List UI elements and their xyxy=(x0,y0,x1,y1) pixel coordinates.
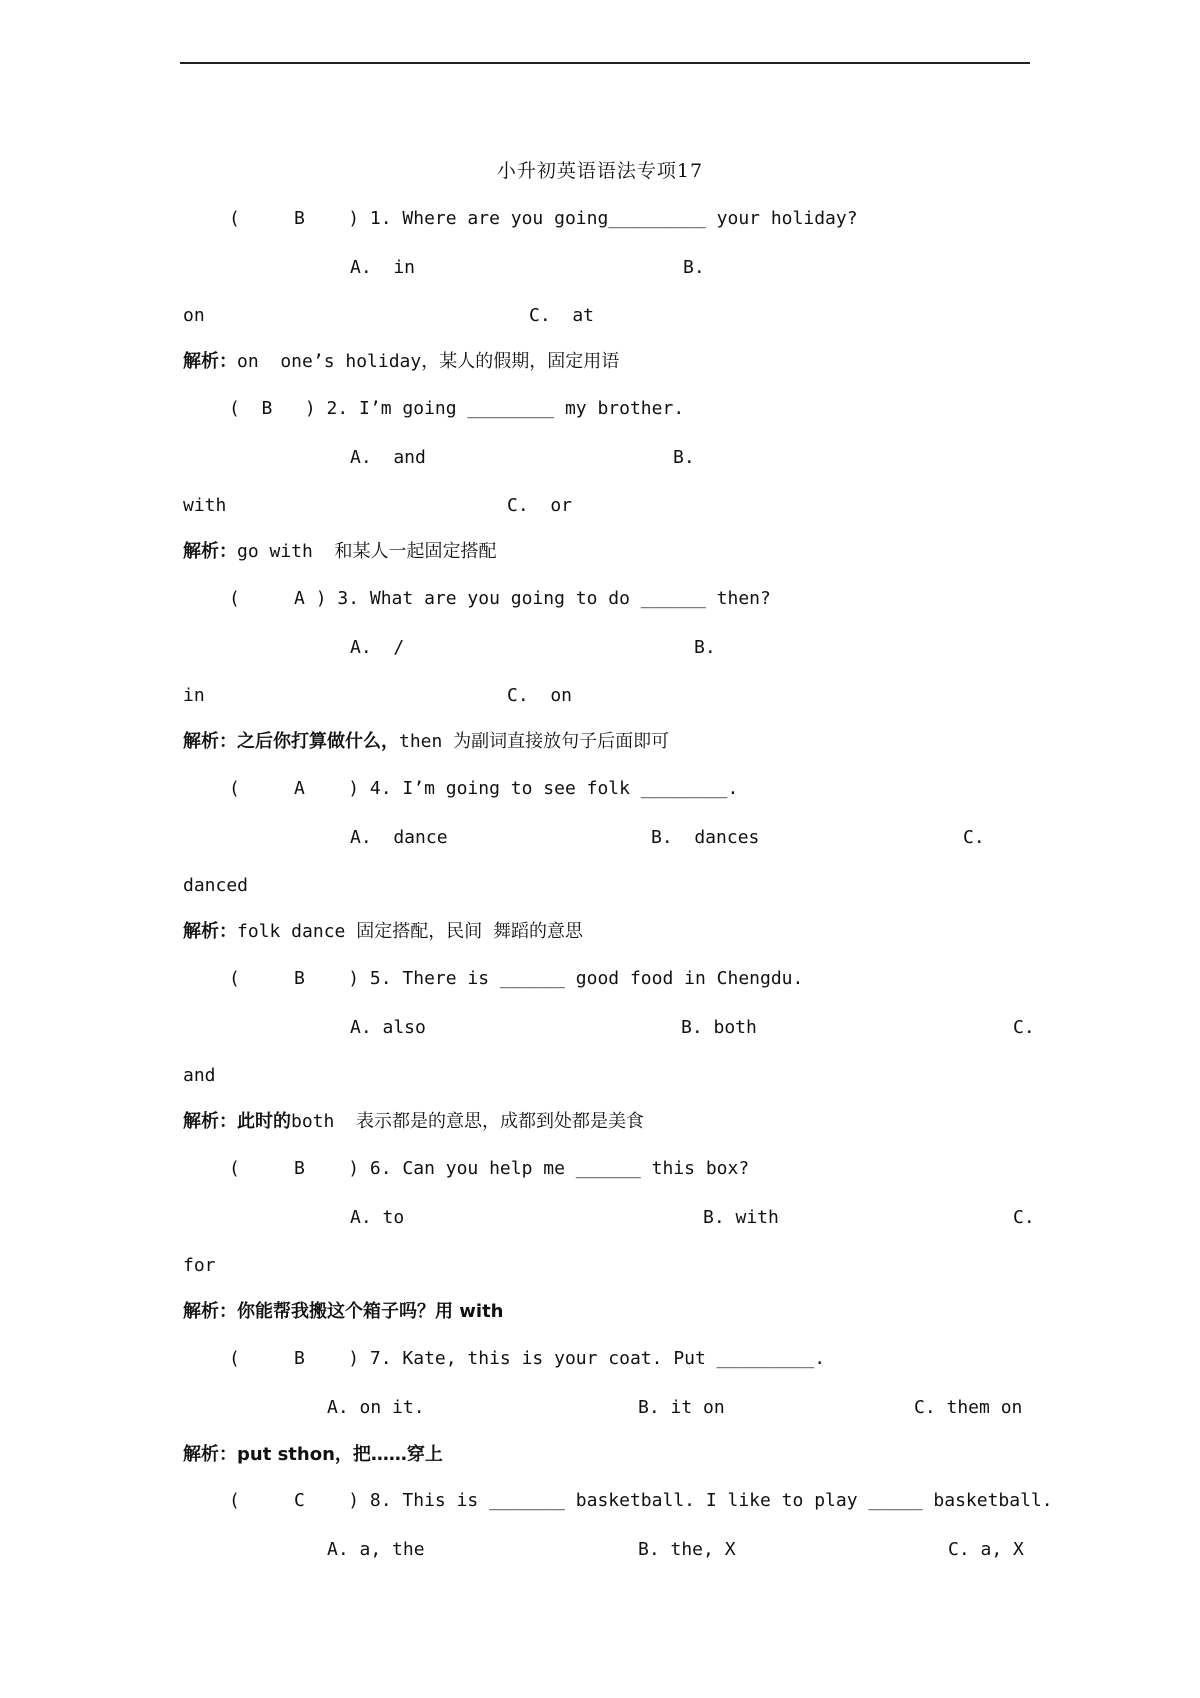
question-2-analysis xyxy=(183,542,497,561)
question-8-option-b: B. the, X xyxy=(638,1539,736,1560)
question-6-option-c: C. xyxy=(1013,1207,1035,1228)
question-7-analysis xyxy=(183,1445,443,1464)
question-2-option-b: B. xyxy=(673,447,695,468)
question-7-option-c: C. them on xyxy=(914,1397,1023,1418)
question-1-stem: ( B ) 1. Where are you going_________ your holiday? xyxy=(229,208,858,229)
question-4-option-c: C. xyxy=(963,827,985,848)
question-5-stem: ( B ) 5. There is ______ good food in Chengdu. xyxy=(229,968,804,989)
question-1-option-b: B. xyxy=(683,257,705,278)
question-1-analysis xyxy=(183,352,619,371)
question-2-stem: ( B ) 2. I’m going ________ my brother. xyxy=(229,398,685,419)
question-2-option-a: A. and xyxy=(350,447,426,468)
question-1-option-b-text: on xyxy=(183,305,205,326)
analysis-label: 解析： xyxy=(183,921,237,942)
analysis-text: go with 和某人一起固定搭配 xyxy=(237,541,497,562)
analysis-label: 解析： xyxy=(183,1444,237,1465)
question-3-stem: ( A ) 3. What are you going to do ______ then? xyxy=(229,588,771,609)
analysis-label: 解析： xyxy=(183,1301,237,1322)
analysis-label: 解析： xyxy=(183,731,237,752)
question-7-option-b: B. it on xyxy=(638,1397,725,1418)
question-1-option-a: A. in xyxy=(350,257,416,278)
question-5-analysis xyxy=(183,1112,644,1131)
question-2-option-b-text: with xyxy=(183,495,227,516)
analysis-label: 解析： xyxy=(183,351,237,372)
question-4-option-c-text: danced xyxy=(183,875,249,896)
question-5-option-a: A. also xyxy=(350,1017,426,1038)
question-6-option-a: A. to xyxy=(350,1207,405,1228)
analysis-label: 解析： xyxy=(183,1111,237,1132)
question-3-option-a: A. / xyxy=(350,637,405,658)
question-6-option-b: B. with xyxy=(703,1207,779,1228)
question-6-stem: ( B ) 6. Can you help me ______ this box? xyxy=(229,1158,750,1179)
question-6-option-c-text: for xyxy=(183,1255,216,1276)
question-2-option-c: C. or xyxy=(507,495,573,516)
question-8-option-c: C. a, X xyxy=(948,1539,1024,1560)
question-8-stem: ( C ) 8. This is _______ basketball. I like to play _____ basketball. xyxy=(229,1490,1053,1511)
analysis-text: folk dance 固定搭配，民间 舞蹈的意思 xyxy=(237,921,584,942)
question-4-option-b: B. dances xyxy=(651,827,760,848)
analysis-text: on one’s holiday，某人的假期，固定用语 xyxy=(237,351,620,372)
question-4-option-a: A. dance xyxy=(350,827,448,848)
analysis-label: 解析： xyxy=(183,541,237,562)
analysis-text: both 表示都是的意思，成都到处都是美食 xyxy=(291,1111,645,1132)
question-7-option-a: A. on it. xyxy=(327,1397,425,1418)
analysis-text: then 为副词直接放句子后面即可 xyxy=(399,731,670,752)
header-rule xyxy=(180,62,1030,64)
question-8-option-a: A. a, the xyxy=(327,1539,425,1560)
question-5-option-c: C. xyxy=(1013,1017,1035,1038)
question-3-analysis xyxy=(183,732,669,751)
analysis-bold-text: 之后你打算做什么， xyxy=(237,731,399,752)
question-7-stem: ( B ) 7. Kate, this is your coat. Put _________. xyxy=(229,1348,826,1369)
question-4-analysis xyxy=(183,922,583,941)
question-4-stem: ( A ) 4. I’m going to see folk ________. xyxy=(229,778,739,799)
question-5-option-c-text: and xyxy=(183,1065,216,1086)
question-5-option-b: B. both xyxy=(681,1017,757,1038)
page-title: 小升初英语语法专项17 xyxy=(496,160,704,182)
question-3-option-b: B. xyxy=(694,637,716,658)
analysis-bold-text: put sthon，把……穿上 xyxy=(237,1444,443,1465)
analysis-bold-text: 此时的 xyxy=(237,1111,291,1132)
question-6-analysis xyxy=(183,1302,503,1321)
question-3-option-b-text: in xyxy=(183,685,205,706)
question-1-option-c: C. at xyxy=(529,305,595,326)
analysis-bold-text: 你能帮我搬这个箱子吗？用 with xyxy=(237,1301,504,1322)
question-3-option-c: C. on xyxy=(507,685,573,706)
